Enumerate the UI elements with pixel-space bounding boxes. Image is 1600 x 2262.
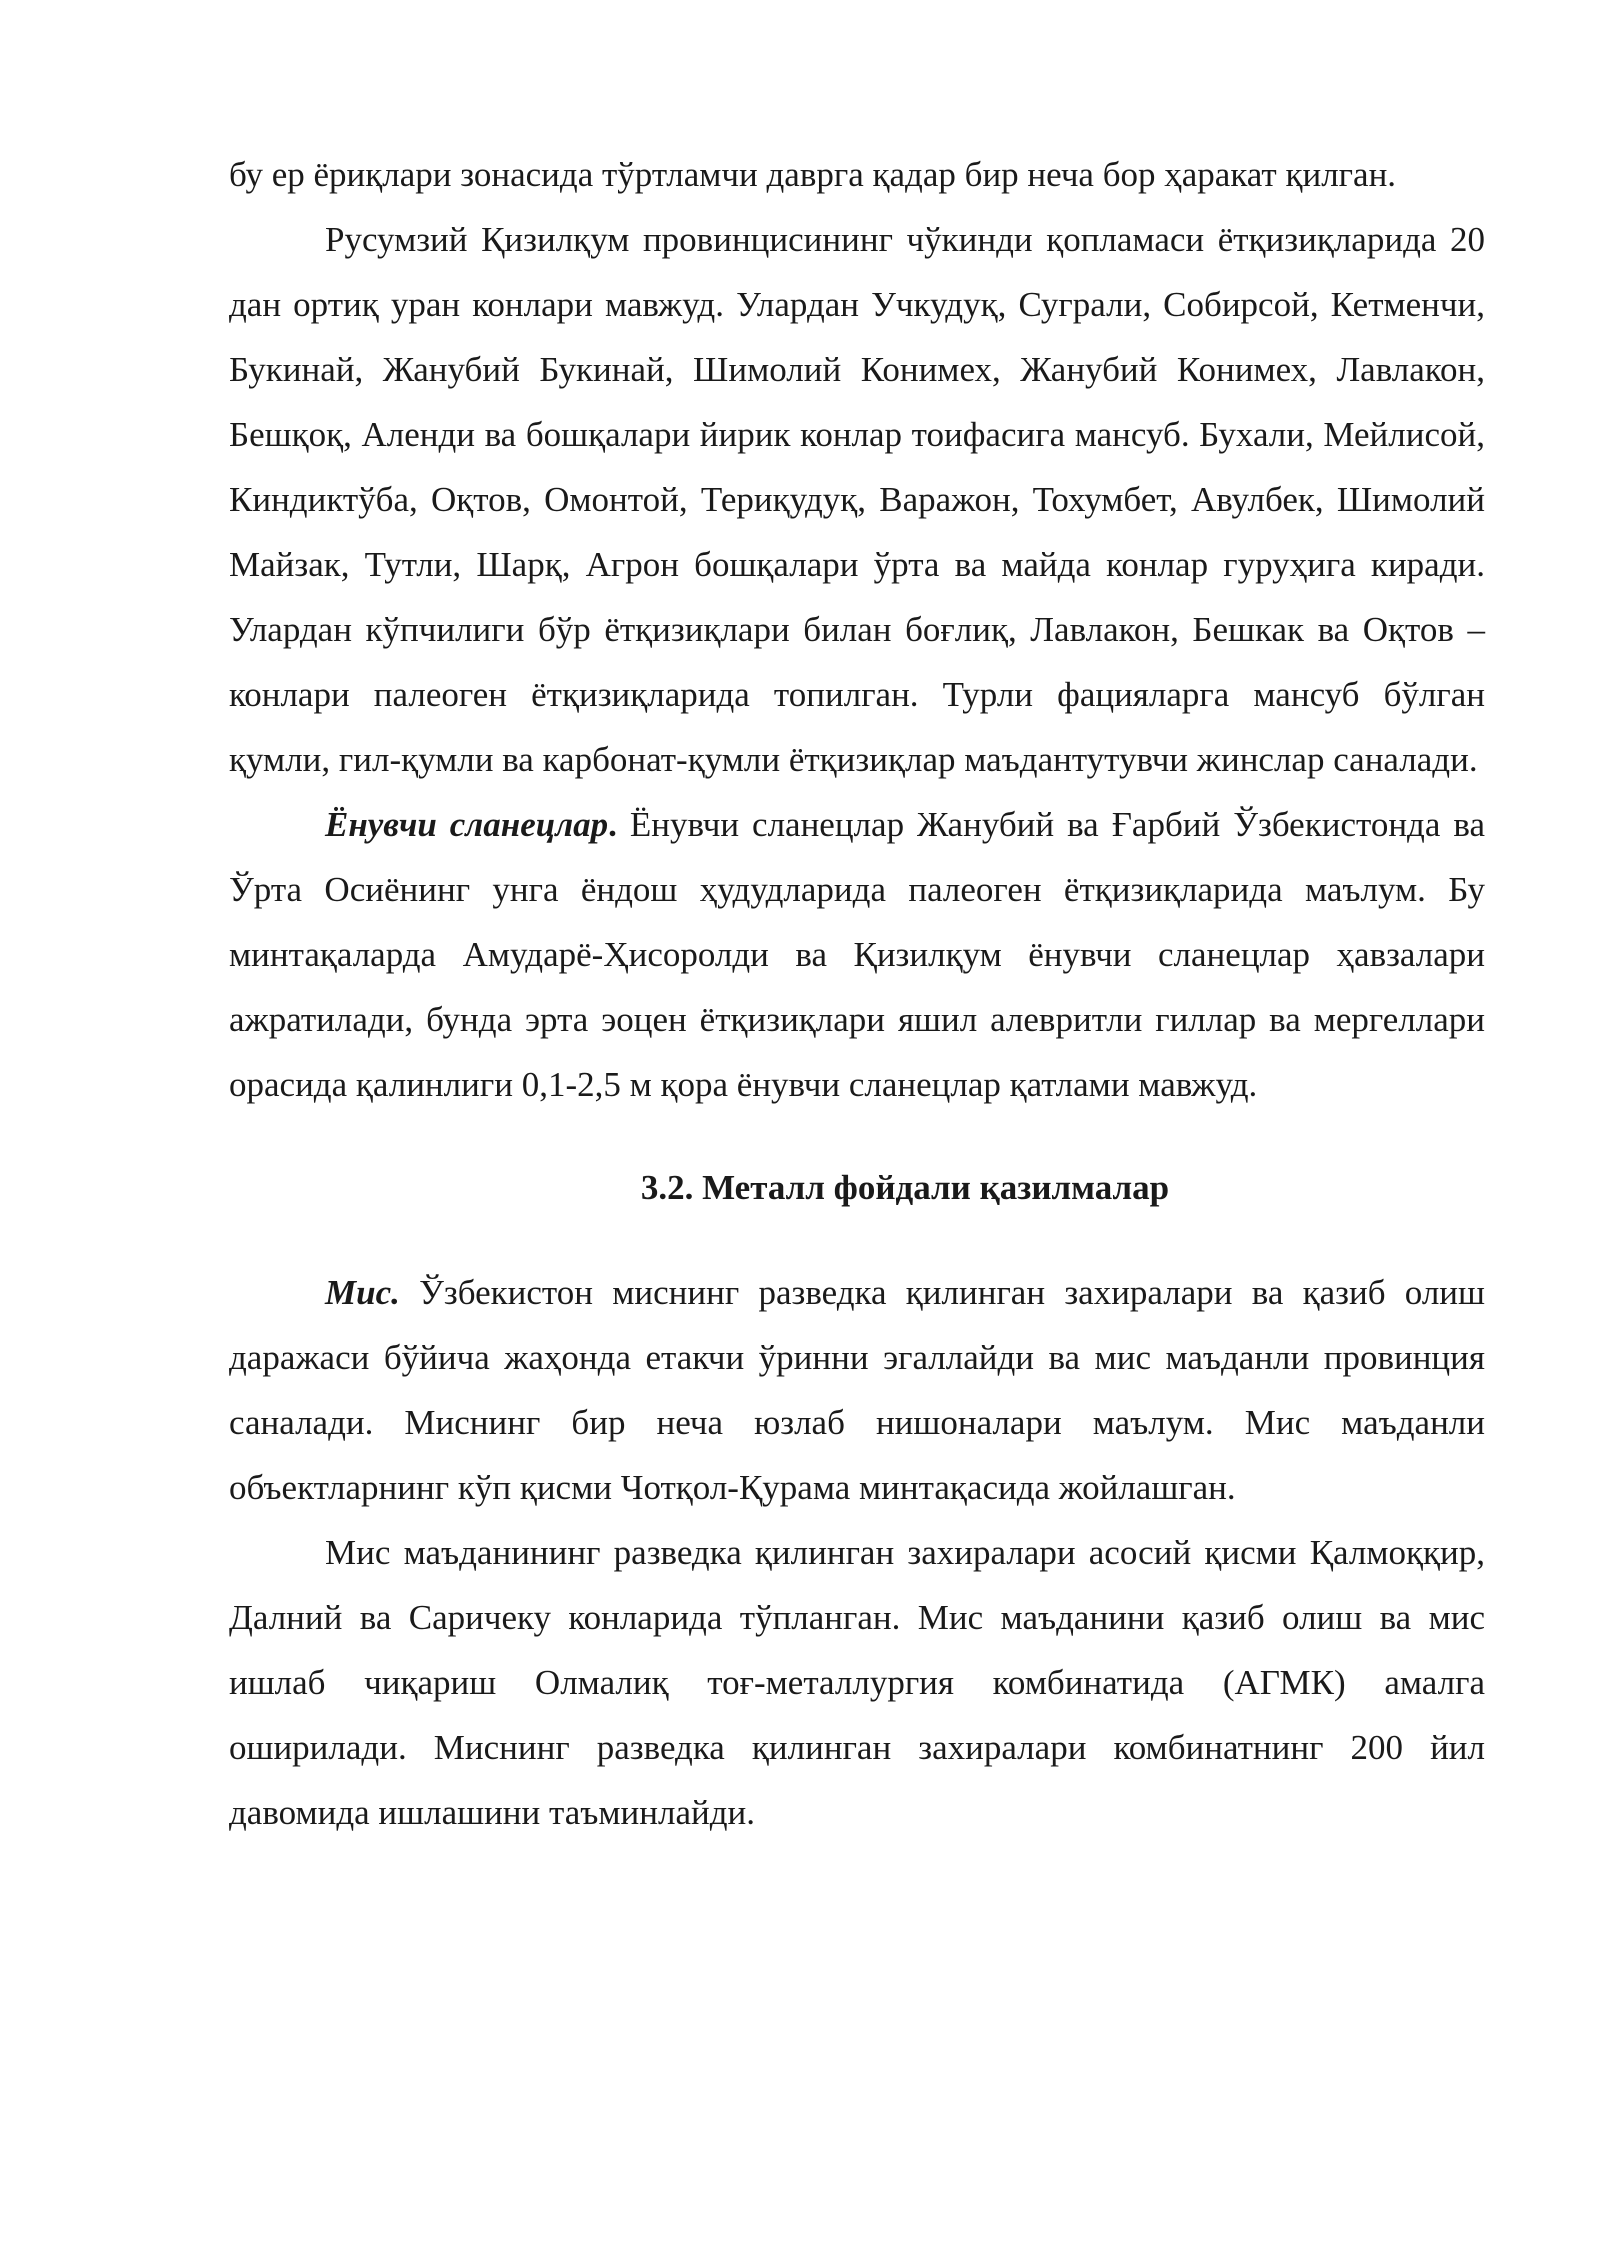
- section-heading: 3.2. Металл фойдали қазилмалар: [640, 1168, 1170, 1207]
- paragraph-oil-shale: [229, 792, 1485, 1117]
- copper-lead-term: Мис.: [325, 1273, 400, 1312]
- paragraph-continuation: бу ер ёриқлари зонасида тўртламчи даврга қадар бир неча бор ҳаракат қилган.: [229, 155, 1397, 194]
- oil-shale-lead-term: Ёнувчи сланецлар: [325, 805, 609, 844]
- paragraph-uranium-deposits: Русумзий Қизилқум провинцисининг чўкинди қопламаси ётқизиқларида 20 дан ортиқ уран конлари мавжуд. Улардан Учкудуқ, Суграли, Собирсой, Кетменчи, Букинай, Жанубий Букинай, Шимолий Конимех, Жанубий Конимех, Лавлакон, Бешқоқ, Аленди ва бошқалари йирик конлар тоифасига мансуб. Бухали, Мейлисой, Киндиктўба, Оқтов, Омонтой, Териқудуқ, Варажон, Тохумбет, Авулбек, Шимолий Майзак, Тутли, Шарқ, Агрон бошқалари ўрта ва майда конлар гуруҳига киради. Улардан кўпчилиги бўр ётқизиқлари билан боғлиқ, Лавлакон, Бешкак ва Оқтов – конлари палеоген ётқизиқларида топилган. Турли фацияларга мансуб бўлган қумли, гил-қумли ва карбонат-қумли ётқизиқлар маъдантутувчи жинслар саналади.: [229, 220, 1485, 779]
- oil-shale-lead-punct: .: [608, 805, 617, 844]
- paragraph-copper-reserves: Мис маъданининг разведка қилинган захиралари асосий қисми Қалмоққир, Далний ва Саричеку конларида тўпланган. Мис маъданини қазиб олиш ва мис ишлаб чиқариш Олмалиқ тоғ-металлургия комбинатида (АГМК) амалга оширилади. Миснинг разведка қилинган захиралари комбинатнинг 200 йил давомида ишлашини таъминлайди.: [229, 1533, 1485, 1832]
- document-page: [229, 142, 1485, 1845]
- paragraph-copper: [229, 1260, 1485, 1520]
- copper-text: Ўзбекистон миснинг разведка қилинган захиралари ва қазиб олиш даражаси бўйича жаҳонда етакчи ўринни эгаллайди ва мис маъданли провинция саналади. Миснинг бир неча юзлаб нишоналари маълум. Мис маъданли объектларнинг кўп қисми Чотқол-Қурама минтақасида жойлашган.: [229, 1273, 1485, 1507]
- oil-shale-text: Ёнувчи сланецлар Жанубий ва Ғарбий Ўзбекистонда ва Ўрта Осиёнинг унга ёндош ҳудудларида палеоген ётқизиқларида маълум. Бу минтақаларда Амударё-Ҳисоролди ва Қизилқум ёнувчи сланецлар ҳавзалари ажратилади, бунда эрта эоцен ётқизиқлари яшил алевритли гиллар ва мергеллари орасида қалинлиги 0,1-2,5 м қора ёнувчи сланецлар қатлами мавжуд.: [229, 805, 1485, 1104]
